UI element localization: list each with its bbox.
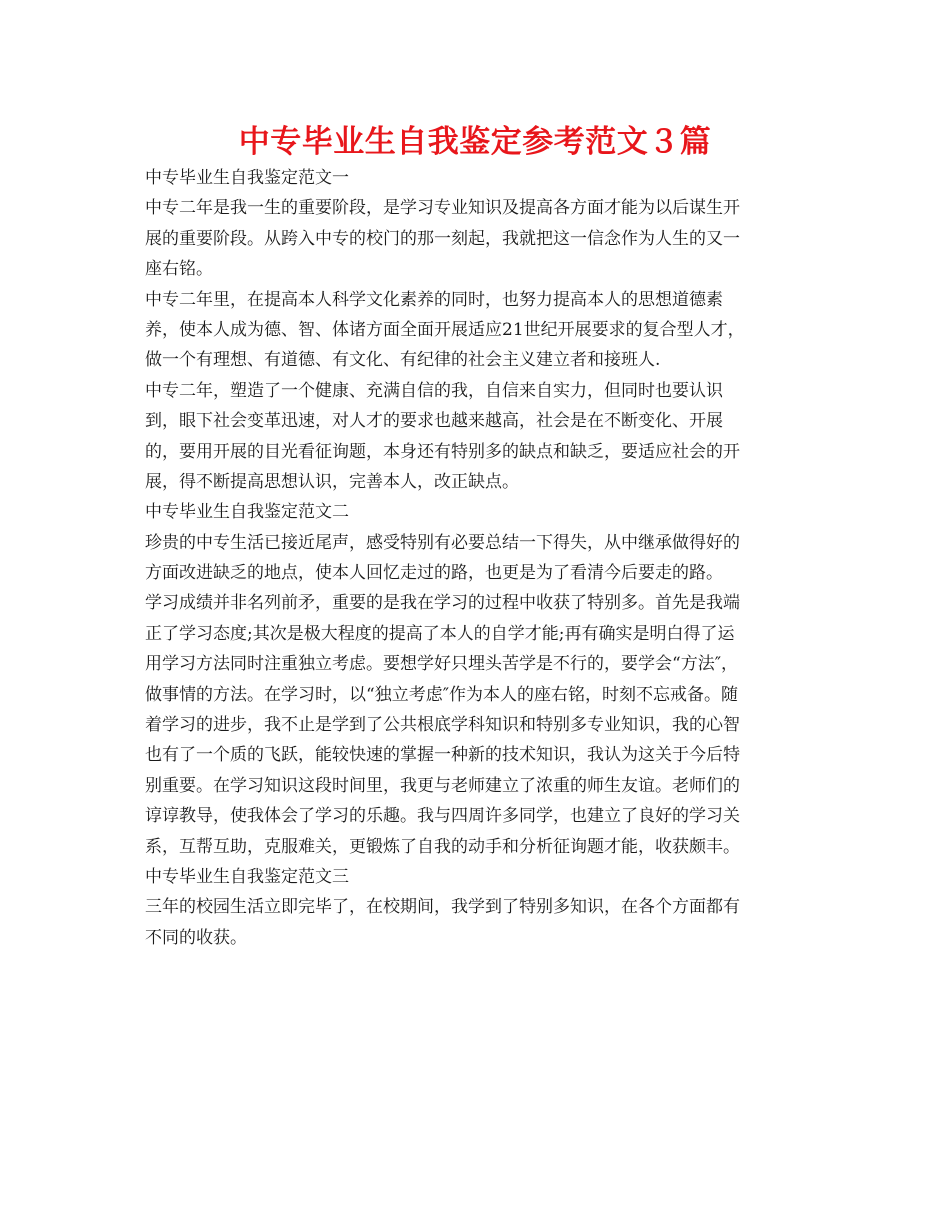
- paragraph-line: 到，眼下社会变革迅速，对人才的要求也越来越高，社会是在不断变化、开展: [145, 411, 723, 432]
- paragraph-line: 也有了一个质的飞跃，能较快速的掌握一种新的技术知识，我认为这关于今后特: [145, 745, 740, 766]
- paragraph-line: 的，要用开展的目光看征询题，本身还有特别多的缺点和缺乏，要适应社会的开: [145, 441, 740, 462]
- paragraph-line: 谆谆教导，使我体会了学习的乐趣。我与四周许多同学，也建立了良好的学习关: [145, 806, 740, 827]
- section-heading: 中专毕业生自我鉴定范文二: [145, 502, 349, 523]
- paragraph-line: 方面改进缺乏的地点，使本人回忆走过的路，也更是为了看清今后要走的路。: [145, 563, 723, 584]
- section-heading: 中专毕业生自我鉴定范文一: [145, 168, 349, 188]
- paragraph-line: 养，使本人成为德、智、体诸方面全面开展适应21世纪开展要求的复合型人才，: [145, 319, 745, 340]
- paragraph-line: 别重要。在学习知识这段时间里，我更与老师建立了浓重的师生友谊。老师们的: [145, 775, 740, 796]
- paragraph-line: 座右铭。: [145, 259, 213, 280]
- paragraph-line: 中专二年，塑造了一个健康、充满自信的我，自信来自实力，但同时也要认识: [145, 380, 723, 401]
- paragraph-line: 着学习的进步，我不止是学到了公共根底学科知识和特别多专业知识，我的心智: [145, 715, 740, 736]
- document-body: [145, 163, 810, 953]
- paragraph-line: 中专二年是我一生的重要阶段，是学习专业知识及提高各方面才能为以后谋生开: [145, 198, 740, 219]
- paragraph-line: 用学习方法同时注重独立考虑。要想学好只埋头苦学是不行的，要学会“方法″，: [145, 654, 739, 675]
- paragraph-line: 学习成绩并非名列前矛，重要的是我在学习的过程中收获了特别多。首先是我端: [145, 593, 740, 614]
- paragraph-line: 做一个有理想、有道德、有文化、有纪律的社会主义建立者和接班人.: [145, 350, 661, 371]
- paragraph-line: 做事情的方法。在学习时，以“独立考虑″作为本人的座右铭，时刻不忘戒备。随: [145, 684, 739, 705]
- paragraph-line: 珍贵的中专生活已接近尾声，感受特别有必要总结一下得失，从中继承做得好的: [145, 532, 740, 553]
- paragraph-line: 正了学习态度;其次是极大程度的提高了本人的自学才能;再有确实是明白得了运: [145, 623, 735, 644]
- paragraph-line: 三年的校园生活立即完毕了，在校期间，我学到了特别多知识，在各个方面都有: [145, 897, 740, 918]
- paragraph-line: 展的重要阶段。从跨入中专的校门的那一刻起，我就把这一信念作为人生的又一: [145, 228, 740, 249]
- paragraph-line: 展，得不断提高思想认识，完善本人，改正缺点。: [145, 471, 519, 492]
- document-title: 中专毕业生自我鉴定参考范文３篇: [238, 124, 712, 160]
- paragraph-line: 系，互帮互助，克服难关，更锻炼了自我的动手和分析征询题才能，收获颇丰。: [145, 836, 740, 857]
- section-heading: 中专毕业生自我鉴定范文三: [145, 866, 349, 887]
- paragraph-line: 不同的收获。: [145, 927, 247, 948]
- paragraph-line: 中专二年里，在提高本人科学文化素养的同时，也努力提高本人的思想道德素: [145, 289, 723, 310]
